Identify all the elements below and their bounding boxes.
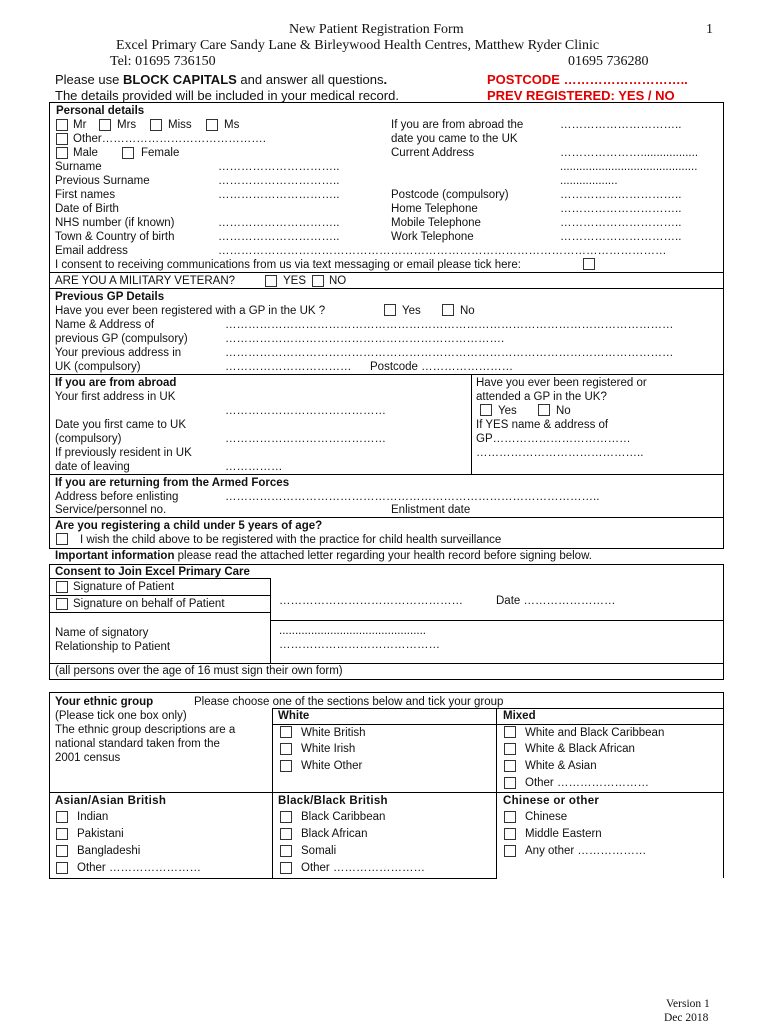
title-other-checkbox[interactable] — [56, 133, 68, 145]
version-date: Dec 2018 — [664, 1012, 709, 1024]
prev-gp-name-label-2: previous GP (compulsory) — [55, 333, 188, 345]
black-caribbean-checkbox[interactable] — [280, 811, 292, 823]
asian-other-checkbox[interactable] — [56, 862, 68, 874]
sig-behalf-label: Signature on behalf of Patient — [73, 598, 225, 610]
consent-communications-checkbox[interactable] — [583, 258, 595, 270]
prev-surname-field[interactable]: ………………………….. — [218, 175, 340, 187]
asian-heading: Asian/Asian British — [55, 795, 167, 807]
email-field[interactable]: ……………………………………………………………………………………………………… — [218, 245, 667, 257]
consent-note: (all persons over the age of 16 must sign their own form) — [55, 665, 343, 677]
form-title: New Patient Registration Form — [289, 22, 464, 37]
asian-indian-label: Indian — [77, 811, 109, 823]
veteran-question: ARE YOU A MILITARY VETERAN? — [55, 275, 236, 287]
child-surveillance-label: I wish the child above to be registered with the practice for child health surveillance — [80, 534, 502, 546]
relationship-label: Relationship to Patient — [55, 641, 171, 653]
ethnic-desc-3: 2001 census — [55, 752, 121, 764]
signature-date-field[interactable]: Date …………………… — [496, 595, 616, 607]
veteran-yes-label: YES — [283, 275, 307, 287]
veteran-no-checkbox[interactable] — [312, 275, 324, 287]
abroad-heading: If you are from abroad — [55, 377, 177, 389]
sig-patient-checkbox[interactable] — [56, 581, 68, 593]
consent-heading: Consent to Join Excel Primary Care — [55, 566, 250, 578]
prev-gp-yes-label: Yes — [402, 305, 421, 317]
divider — [49, 517, 724, 518]
title-mrs-checkbox[interactable] — [99, 119, 111, 131]
title-ms-checkbox[interactable] — [206, 119, 218, 131]
mixed-other-field[interactable]: Other …………………… — [525, 777, 649, 789]
mixed-wbc-checkbox[interactable] — [504, 726, 516, 738]
abroad-gp-no-label: No — [556, 405, 571, 417]
current-address-line-2[interactable]: ........................................... — [560, 161, 698, 173]
gender-female-checkbox[interactable] — [122, 147, 134, 159]
consent-communications-label: I consent to receiving communications from us via text messaging or email please tick here: — [55, 259, 521, 271]
ethnic-desc-2: national standard taken from the — [55, 738, 220, 750]
first-names-field[interactable]: ………………………….. — [218, 189, 340, 201]
prev-address-label-2: UK (compulsory) — [55, 361, 141, 373]
current-address-field[interactable]: ………………….................. — [560, 147, 699, 159]
abroad-date-field[interactable]: ………………………….. — [560, 119, 682, 131]
divider — [270, 578, 271, 664]
divider — [49, 692, 724, 693]
signatory-name-label: Name of signatory — [55, 627, 149, 639]
abroad-gp-question: Have you ever been registered or — [476, 377, 647, 389]
prev-gp-question: Have you ever been registered with a GP in the UK ? — [55, 305, 326, 317]
work-tel-label: Work Telephone — [391, 231, 474, 243]
relationship-field[interactable]: …………………………………… — [279, 639, 440, 651]
abroad-gp-question-2: attended a GP in the UK? — [476, 391, 607, 403]
divider — [49, 792, 724, 793]
prev-gp-yes-checkbox[interactable] — [384, 304, 396, 316]
black-african-checkbox[interactable] — [280, 828, 292, 840]
important-info: Important information please read the attached letter regarding your health record before signing below. — [55, 550, 592, 562]
white-heading: White — [278, 710, 310, 722]
middle-eastern-checkbox[interactable] — [504, 828, 516, 840]
abroad-date-label: If you are from abroad the — [391, 119, 524, 131]
date-leaving-label: date of leaving — [55, 461, 130, 473]
divider — [270, 620, 724, 621]
date-first-came-label: Date you first came to UK — [55, 419, 187, 431]
divider — [723, 692, 724, 878]
black-other-field[interactable]: Other …………………… — [301, 862, 425, 874]
prev-address-field-2[interactable]: …………………………… — [225, 361, 352, 373]
black-caribbean-label: Black Caribbean — [301, 811, 386, 823]
gender-male-checkbox[interactable] — [56, 147, 68, 159]
town-field[interactable]: ………………………….. — [218, 231, 340, 243]
date-leaving-field[interactable]: …………… — [225, 461, 283, 473]
town-label: Town & Country of birth — [55, 231, 175, 243]
asian-bangladeshi-checkbox[interactable] — [56, 845, 68, 857]
prev-gp-name-label: Name & Address of — [55, 319, 155, 331]
chinese-heading: Chinese or other — [503, 795, 600, 807]
sig-behalf-checkbox[interactable] — [56, 598, 68, 610]
title-miss-label: Miss — [168, 119, 192, 131]
child-surveillance-checkbox[interactable] — [56, 533, 68, 545]
chinese-checkbox[interactable] — [504, 811, 516, 823]
divider — [272, 724, 724, 725]
asian-pakistani-label: Pakistani — [77, 828, 124, 840]
email-label: Email address — [55, 245, 128, 257]
home-tel-field[interactable]: ………………………….. — [560, 203, 682, 215]
asian-other-field[interactable]: Other …………………… — [77, 862, 201, 874]
divider — [471, 374, 472, 474]
divider — [49, 374, 724, 375]
telephone-2: 01695 736280 — [568, 54, 649, 69]
asian-indian-checkbox[interactable] — [56, 811, 68, 823]
abroad-gp-no-checkbox[interactable] — [538, 404, 550, 416]
middle-eastern-label: Middle Eastern — [525, 828, 602, 840]
ethnic-instruction: Please choose one of the sections below and tick your group — [194, 696, 504, 708]
postcode-input[interactable]: ………………………….. — [560, 189, 682, 201]
divider — [272, 708, 273, 878]
home-tel-label: Home Telephone — [391, 203, 478, 215]
enlistment-date-label: Enlistment date — [391, 504, 471, 516]
divider — [49, 474, 724, 475]
first-uk-address-label: Your first address in UK — [55, 391, 176, 403]
mixed-wa-checkbox[interactable] — [504, 760, 516, 772]
address-before-enlisting-field[interactable]: …………………………………………………………………………………….. — [225, 491, 600, 503]
abroad-gp-yes-label: Yes — [498, 405, 517, 417]
signatory-name-field[interactable]: .............................................. — [279, 625, 426, 637]
mixed-wba-label: White & Black African — [525, 743, 635, 755]
white-other-label: White Other — [301, 760, 363, 772]
telephone-1: Tel: 01695 736150 — [110, 54, 216, 69]
prev-gp-heading: Previous GP Details — [55, 291, 165, 303]
personal-details-heading: Personal details — [56, 105, 145, 117]
title-miss-checkbox[interactable] — [150, 119, 162, 131]
prev-registered-field[interactable]: PREV REGISTERED: YES / NO — [487, 88, 675, 103]
divider — [49, 692, 50, 878]
abroad-date-label-2: date you came to the UK — [391, 133, 518, 145]
somali-checkbox[interactable] — [280, 845, 292, 857]
abroad-gp-field-2[interactable]: …………………………………….. — [476, 447, 644, 459]
child-question: Are you registering a child under 5 years of age? — [55, 520, 323, 532]
prev-gp-name-field[interactable]: ……………………………………………………………………………………………………… — [225, 319, 674, 331]
gender-female-label: Female — [141, 147, 180, 159]
black-heading: Black/Black British — [278, 795, 388, 807]
current-address-label: Current Address — [391, 147, 475, 159]
first-uk-address-field[interactable]: …………………………………… — [225, 405, 386, 417]
title-mr-checkbox[interactable] — [56, 119, 68, 131]
surname-field[interactable]: ………………………….. — [218, 161, 340, 173]
prev-gp-no-checkbox[interactable] — [442, 304, 454, 316]
mixed-wa-label: White & Asian — [525, 760, 597, 772]
divider — [49, 272, 724, 273]
ethnic-tick-note: (Please tick one box only) — [55, 710, 187, 722]
ethnic-heading: Your ethnic group — [55, 696, 154, 708]
veteran-yes-checkbox[interactable] — [265, 275, 277, 287]
surname-label: Surname — [55, 161, 102, 173]
resident-label: If previously resident in UK — [55, 447, 192, 459]
medical-record-note: The details provided will be included in your medical record. — [55, 88, 399, 103]
black-other-checkbox[interactable] — [280, 862, 292, 874]
signature-field[interactable]: ………………………………………… — [279, 595, 463, 607]
mixed-other-checkbox[interactable] — [504, 777, 516, 789]
somali-label: Somali — [301, 845, 337, 857]
armed-heading: If you are returning from the Armed Forces — [55, 477, 290, 489]
prev-address-label: Your previous address in — [55, 347, 182, 359]
postcode-field[interactable]: POSTCODE ……………………….. — [487, 72, 688, 87]
title-mr-label: Mr — [73, 119, 87, 131]
abroad-gp-if-yes: If YES name & address of — [476, 419, 609, 431]
black-african-label: Black African — [301, 828, 368, 840]
title-other-field[interactable]: Other……………………………………. — [73, 133, 266, 145]
gender-male-label: Male — [73, 147, 98, 159]
prev-surname-label: Previous Surname — [55, 175, 150, 187]
abroad-gp-field[interactable]: GP……………………………… — [476, 433, 631, 445]
any-other-checkbox[interactable] — [504, 845, 516, 857]
prev-gp-no-label: No — [460, 305, 475, 317]
title-ms-label: Ms — [224, 119, 240, 131]
white-british-checkbox[interactable] — [280, 726, 292, 738]
date-first-came-label-2: (compulsory) — [55, 433, 122, 445]
mixed-wba-checkbox[interactable] — [504, 743, 516, 755]
veteran-no-label: NO — [329, 275, 347, 287]
work-tel-field[interactable]: ………………………….. — [560, 231, 682, 243]
divider — [49, 878, 497, 879]
mixed-wbc-label: White and Black Caribbean — [525, 727, 665, 739]
mobile-field[interactable]: ………………………….. — [560, 217, 682, 229]
asian-bangladeshi-label: Bangladeshi — [77, 845, 141, 857]
white-british-label: White British — [301, 727, 366, 739]
nhs-field[interactable]: ………………………….. — [218, 217, 340, 229]
clinic-name: Excel Primary Care Sandy Lane & Birleywood Health Centres, Matthew Ryder Clinic — [116, 38, 600, 53]
any-other-field[interactable]: Any other ……………… — [525, 845, 647, 857]
asian-pakistani-checkbox[interactable] — [56, 828, 68, 840]
white-other-checkbox[interactable] — [280, 760, 292, 772]
nhs-label: NHS number (if known) — [55, 217, 175, 229]
instruction-line: Please use BLOCK CAPITALS and answer all questions. — [55, 72, 388, 87]
service-number-label: Service/personnel no. — [55, 504, 167, 516]
divider — [49, 595, 271, 596]
version-label: Version 1 — [666, 998, 710, 1010]
divider — [49, 288, 724, 289]
white-irish-label: White Irish — [301, 743, 356, 755]
current-address-line-3[interactable]: .................. — [560, 175, 618, 187]
title-mrs-label: Mrs — [117, 119, 137, 131]
abroad-gp-yes-checkbox[interactable] — [480, 404, 492, 416]
dob-label: Date of Birth — [55, 203, 119, 215]
mixed-heading: Mixed — [503, 710, 536, 722]
chinese-label: Chinese — [525, 811, 568, 823]
prev-address-field[interactable]: ……………………………………………………………………………………………………… — [225, 347, 674, 359]
prev-gp-name-field-2[interactable]: ………………………………………………………………. — [225, 333, 505, 345]
divider — [49, 612, 271, 613]
divider — [496, 708, 497, 878]
date-first-came-field[interactable]: …………………………………… — [225, 433, 386, 445]
mobile-label: Mobile Telephone — [391, 217, 481, 229]
sig-patient-label: Signature of Patient — [73, 581, 175, 593]
ethnic-desc-1: The ethnic group descriptions are a — [55, 724, 236, 736]
postcode-label: Postcode (compulsory) — [391, 189, 509, 201]
white-irish-checkbox[interactable] — [280, 743, 292, 755]
prev-postcode-field[interactable]: Postcode …………………… — [370, 361, 514, 373]
address-before-enlisting-label: Address before enlisting — [55, 491, 179, 503]
page-number: 1 — [706, 22, 713, 37]
first-names-label: First names — [55, 189, 116, 201]
